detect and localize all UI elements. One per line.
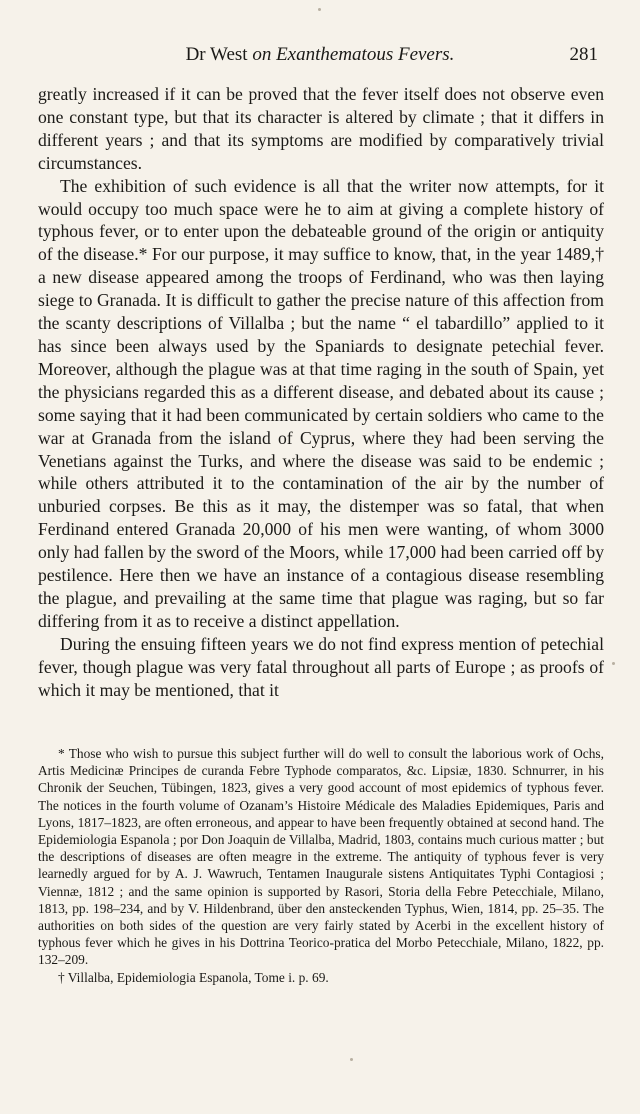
paper-speck xyxy=(350,1058,353,1061)
footnote-dagger: † Villalba, Epidemiologia Espanola, Tome i. p. 69. xyxy=(58,969,329,985)
paragraph-continued: greatly increased if it can be proved that the fever itself does not observe even one constant type, but that its character is altered by climate ; that it differs in different years ; and that its symptoms are modified by comparatively trivial circumstances. xyxy=(38,84,604,173)
running-title-on: on xyxy=(252,44,277,65)
page-number: 281 xyxy=(569,44,598,65)
paper-speck xyxy=(318,8,321,11)
running-title-subject: Exanthematous Fevers. xyxy=(276,44,455,65)
running-header xyxy=(40,44,600,68)
paragraph: The exhibition of such evidence is all that the writer now attempts, for it would occupy too much space were he to aim at giving a complete history of typhous fever, or to enter upon the debateable ground of the origin or antiquity of the disease.* For our purpose, it may suffice to know, that, in the year 1489,† a new disease appeared among the troops of Ferdinand, who was then laying siege to Granada. It is difficult to gather the precise nature of this affection from the scanty descriptions of Villalba ; but the name “ el tabardillo” applied to it has since been always used by the Spaniards to designate petechial fever. Moreover, although the plague was at that time raging in the south of Spain, yet the physicians regarded this as a different disease, and debated about its cause ; some saying that it had been communicated by certain soldiers who came to the war at Granada from the island of Cyprus, where they had been serving the Venetians against the Turks, and where the disease was said to be endemic ; while others attributed it to the contamination of the air by the number of unburied corpses. Be this as it may, the distemper was so fatal, that when Ferdinand entered Granada 20,000 of his men were wanting, of whom 3000 only had fallen by the sword of the Moors, while 17,000 had been carried off by pestilence. Here then we have an instance of a contagious disease resembling the plague, and prevailing at the same time that plague was raging, but so far differing from it as to receive a distinct appellation. xyxy=(38,175,604,631)
paragraph: During the ensuing fifteen years we do not find express mention of petechial fever, though plague was very fatal throughout all parts of Europe ; as proofs of which it may be mentioned, that it xyxy=(38,633,604,700)
running-title xyxy=(40,44,600,66)
running-title-author: Dr West xyxy=(185,44,253,65)
paper-speck xyxy=(612,662,615,665)
footnote-asterisk: * Those who wish to pursue this subject further will do well to consult the laborious work of Ochs, Artis Medicinæ Principes de curanda Febre Typhode comparatos, &c. Lipsiæ, 1830. Schnurrer, in his Chronik der Seuchen, Tübingen, 1823, gives a very good account of most epidemics of typhous fever. The notices in the fourth volume of Ozanam’s Histoire Médicale des Maladies Epidemiques, Paris and Lyons, 1817–1823, are often erroneous, and appear to have been frequently obtained at second hand. The Epidemiologia Espanola ; por Don Joaquin de Villalba, Madrid, 1803, contains much curious matter ; but the descriptions of diseases are often meagre in the extreme. The antiquity of typhous fever is very learnedly argued for by A. J. Wawruch, Tentamen Inaugurale sistens Antiquitates Typhi Contagiosi ; Viennæ, 1812 ; and the same opinion is supported by Rasori, Storia della Febre Petecchiale, Milano, 1813, pp. 198–234, and by V. Hildenbrand, über den ansteckenden Typhus, Wien, 1814, pp. 25–35. The authorities on both sides of the question are very fairly stated by Acerbi in the excellent history of typhous fever which he gives in his Dottrina Teorico-pratica del Morbo Petecchiale, Milano, 1822, pp. 132–209. xyxy=(38,746,604,968)
main-text xyxy=(38,83,604,701)
footnotes xyxy=(38,745,604,986)
